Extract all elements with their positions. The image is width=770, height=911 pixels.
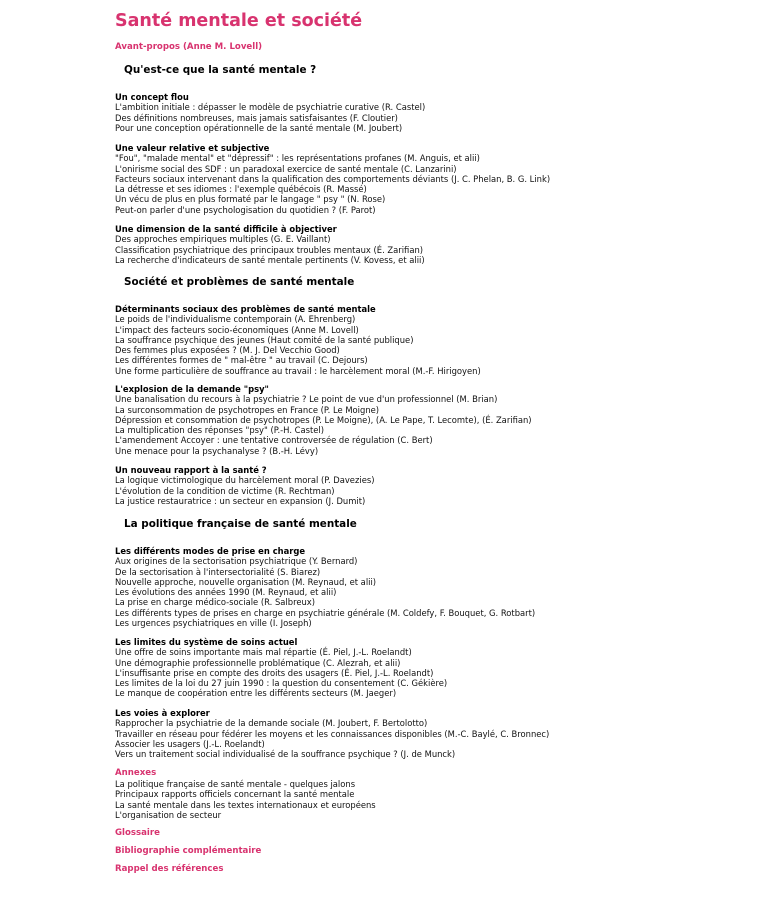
chapter-section [115, 546, 755, 628]
chapter-section [115, 224, 755, 265]
list-item[interactable]: L'onirisme social des SDF : un paradoxal exercice de santé mentale (C. Lanzarini) [115, 163, 457, 174]
chapter-section [115, 708, 755, 759]
list-item[interactable]: La multiplication des réponses "psy" (P.-H. Castel) [115, 425, 325, 436]
list-item[interactable]: L'ambition initiale : dépasser le modèle de psychiatrie curative (R. Castel) [115, 102, 426, 113]
chapter-heading: Les voies à explorer [115, 708, 210, 718]
list-item[interactable]: Une menace pour la psychanalyse ? (B.-H. Lévy) [115, 445, 319, 456]
list-item[interactable]: Vers un traitement social individualisé de la souffrance psychique ? (J. de Munck) [115, 749, 456, 760]
list-item[interactable]: La surconsommation de psychotropes en France (P. Le Moigne) [115, 404, 380, 415]
list-item[interactable]: Nouvelle approche, nouvelle organisation (M. Reynaud, et alii) [115, 576, 377, 587]
chapter-item-list [115, 314, 755, 376]
list-item[interactable]: L'organisation de secteur [115, 809, 222, 820]
list-item[interactable]: Une offre de soins importante mais mal répartie (É. Piel, J.-L. Roelandt) [115, 647, 412, 658]
chapter-section [115, 92, 755, 133]
annexes-list [115, 779, 376, 820]
chapter-heading: Les différents modes de prise en charge [115, 546, 306, 556]
list-item[interactable]: La santé mentale dans les textes internationaux et européens [115, 799, 376, 810]
list-item[interactable]: Le manque de coopération entre les différents secteurs (M. Jaeger) [115, 688, 397, 699]
chapter-section [115, 465, 755, 506]
chapter-heading: Un concept flou [115, 92, 189, 102]
chapter-heading: Une dimension de la santé difficile à objectiver [115, 224, 337, 234]
list-item[interactable]: Des approches empiriques multiples (G. E. Vaillant) [115, 234, 331, 245]
list-item[interactable]: Les limites de la loi du 27 juin 1990 : la question du consentement (C. Gékière) [115, 678, 448, 689]
chapter-item-list [115, 647, 755, 698]
list-item[interactable]: La justice restauratrice : un secteur en expansion (J. Dumit) [115, 495, 366, 506]
references-link[interactable]: Rappel des références [115, 864, 224, 874]
chapter-heading: Une valeur relative et subjective [115, 143, 270, 153]
list-item[interactable]: L'évolution de la condition de victime (R. Rechtman) [115, 485, 335, 496]
chapter-section [115, 637, 755, 699]
list-item[interactable]: Les urgences psychiatriques en ville (I. Joseph) [115, 618, 312, 629]
annexes-link[interactable]: Annexes [115, 768, 157, 778]
foreword-link[interactable]: Avant-propos (Anne M. Lovell) [115, 42, 263, 52]
list-item[interactable]: De la sectorisation à l'intersectorialité (S. Biarez) [115, 566, 321, 577]
list-item[interactable]: Les différentes formes de " mal-être " au travail (C. Dejours) [115, 355, 368, 366]
list-item[interactable]: Des femmes plus exposées ? (M. J. Del Vecchio Good) [115, 345, 340, 356]
list-item[interactable]: La recherche d'indicateurs de santé mentale pertinents (V. Kovess, et alii) [115, 254, 425, 265]
part-heading-1: Qu'est-ce que la santé mentale ? [124, 64, 317, 76]
chapter-item-list [115, 394, 755, 456]
part-heading-3: La politique française de santé mentale [124, 518, 357, 530]
list-item[interactable]: Le poids de l'individualisme contemporain (A. Ehrenberg) [115, 314, 356, 325]
list-item[interactable]: Peut-on parler d'une psychologisation du quotidien ? (F. Parot) [115, 204, 376, 215]
list-item[interactable]: La souffrance psychique des jeunes (Haut comité de la santé publique) [115, 334, 414, 345]
list-item[interactable]: L'insuffisante prise en compte des droits des usagers (É. Piel, J.-L. Roelandt) [115, 667, 434, 678]
list-item[interactable]: Aux origines de la sectorisation psychiatrique (Y. Bernard) [115, 556, 358, 567]
list-item[interactable]: Travailler en réseau pour fédérer les moyens et les connaissances disponibles (M.-C. Baylé, C. Bronnec) [115, 728, 550, 739]
list-item[interactable]: Rapprocher la psychiatrie de la demande sociale (M. Joubert, F. Bertolotto) [115, 718, 428, 729]
page-title: Santé mentale et société [115, 11, 363, 31]
list-item[interactable]: Les évolutions des années 1990 (M. Reynaud, et alii) [115, 587, 337, 598]
chapter-heading: Les limites du système de soins actuel [115, 637, 298, 647]
list-item[interactable]: La logique victimologique du harcèlement moral (P. Davezies) [115, 475, 375, 486]
glossary-link[interactable]: Glossaire [115, 828, 160, 838]
chapter-item-list [115, 153, 755, 215]
list-item[interactable]: Une démographie professionnelle problématique (C. Alezrah, et alii) [115, 657, 401, 668]
list-item[interactable]: Principaux rapports officiels concernant la santé mentale [115, 789, 355, 800]
list-item[interactable]: La prise en charge médico-sociale (R. Salbreux) [115, 597, 316, 608]
list-item[interactable]: Une banalisation du recours à la psychiatrie ? Le point de vue d'un professionnel (M. Brian) [115, 394, 498, 405]
part-heading-2: Société et problèmes de santé mentale [124, 276, 355, 288]
list-item[interactable]: La détresse et ses idiomes : l'exemple québécois (R. Massé) [115, 184, 367, 195]
bibliography-link[interactable]: Bibliographie complémentaire [115, 846, 262, 856]
list-item[interactable]: La politique française de santé mentale - quelques jalons [115, 779, 356, 789]
list-item[interactable]: Associer les usagers (J.-L. Roelandt) [115, 738, 265, 749]
chapter-section [115, 143, 755, 215]
list-item[interactable]: Les différents types de prises en charge en psychiatrie générale (M. Coldefy, F. Bouquet, G. Rotbart) [115, 607, 536, 618]
chapter-section [115, 384, 755, 456]
chapter-item-list [115, 556, 755, 628]
list-item[interactable]: L'amendement Accoyer : une tentative controversée de régulation (C. Bert) [115, 435, 433, 446]
list-item[interactable]: Classification psychiatrique des principaux troubles mentaux (É. Zarifian) [115, 244, 424, 255]
list-item[interactable]: L'impact des facteurs socio-économiques (Anne M. Lovell) [115, 324, 359, 335]
chapter-item-list [115, 102, 755, 133]
chapter-item-list [115, 718, 755, 759]
list-item[interactable]: Une forme particulière de souffrance au travail : le harcèlement moral (M.-F. Hirigoyen) [115, 365, 481, 376]
list-item[interactable]: Dépression et consommation de psychotropes (P. Le Moigne), (A. Le Pape, T. Lecomte), (É. Zarifian) [115, 414, 532, 425]
list-item[interactable]: Un vécu de plus en plus formaté par le langage " psy " (N. Rose) [115, 194, 386, 205]
chapter-section [115, 304, 755, 376]
chapter-item-list [115, 234, 755, 265]
chapter-heading: Déterminants sociaux des problèmes de santé mentale [115, 304, 376, 314]
list-item[interactable]: Pour une conception opérationnelle de la santé mentale (M. Joubert) [115, 122, 403, 133]
chapter-heading: Un nouveau rapport à la santé ? [115, 465, 267, 475]
list-item[interactable]: "Fou", "malade mental" et "dépressif" : les représentations profanes (M. Anguis, et alii) [115, 153, 480, 164]
chapter-heading: L'explosion de la demande "psy" [115, 384, 269, 394]
list-item[interactable]: Des définitions nombreuses, mais jamais satisfaisantes (F. Cloutier) [115, 112, 398, 123]
chapter-item-list [115, 475, 755, 506]
list-item[interactable]: Facteurs sociaux intervenant dans la qualification des comportements déviants (J. C. Phelan, B. G. Link) [115, 173, 551, 184]
